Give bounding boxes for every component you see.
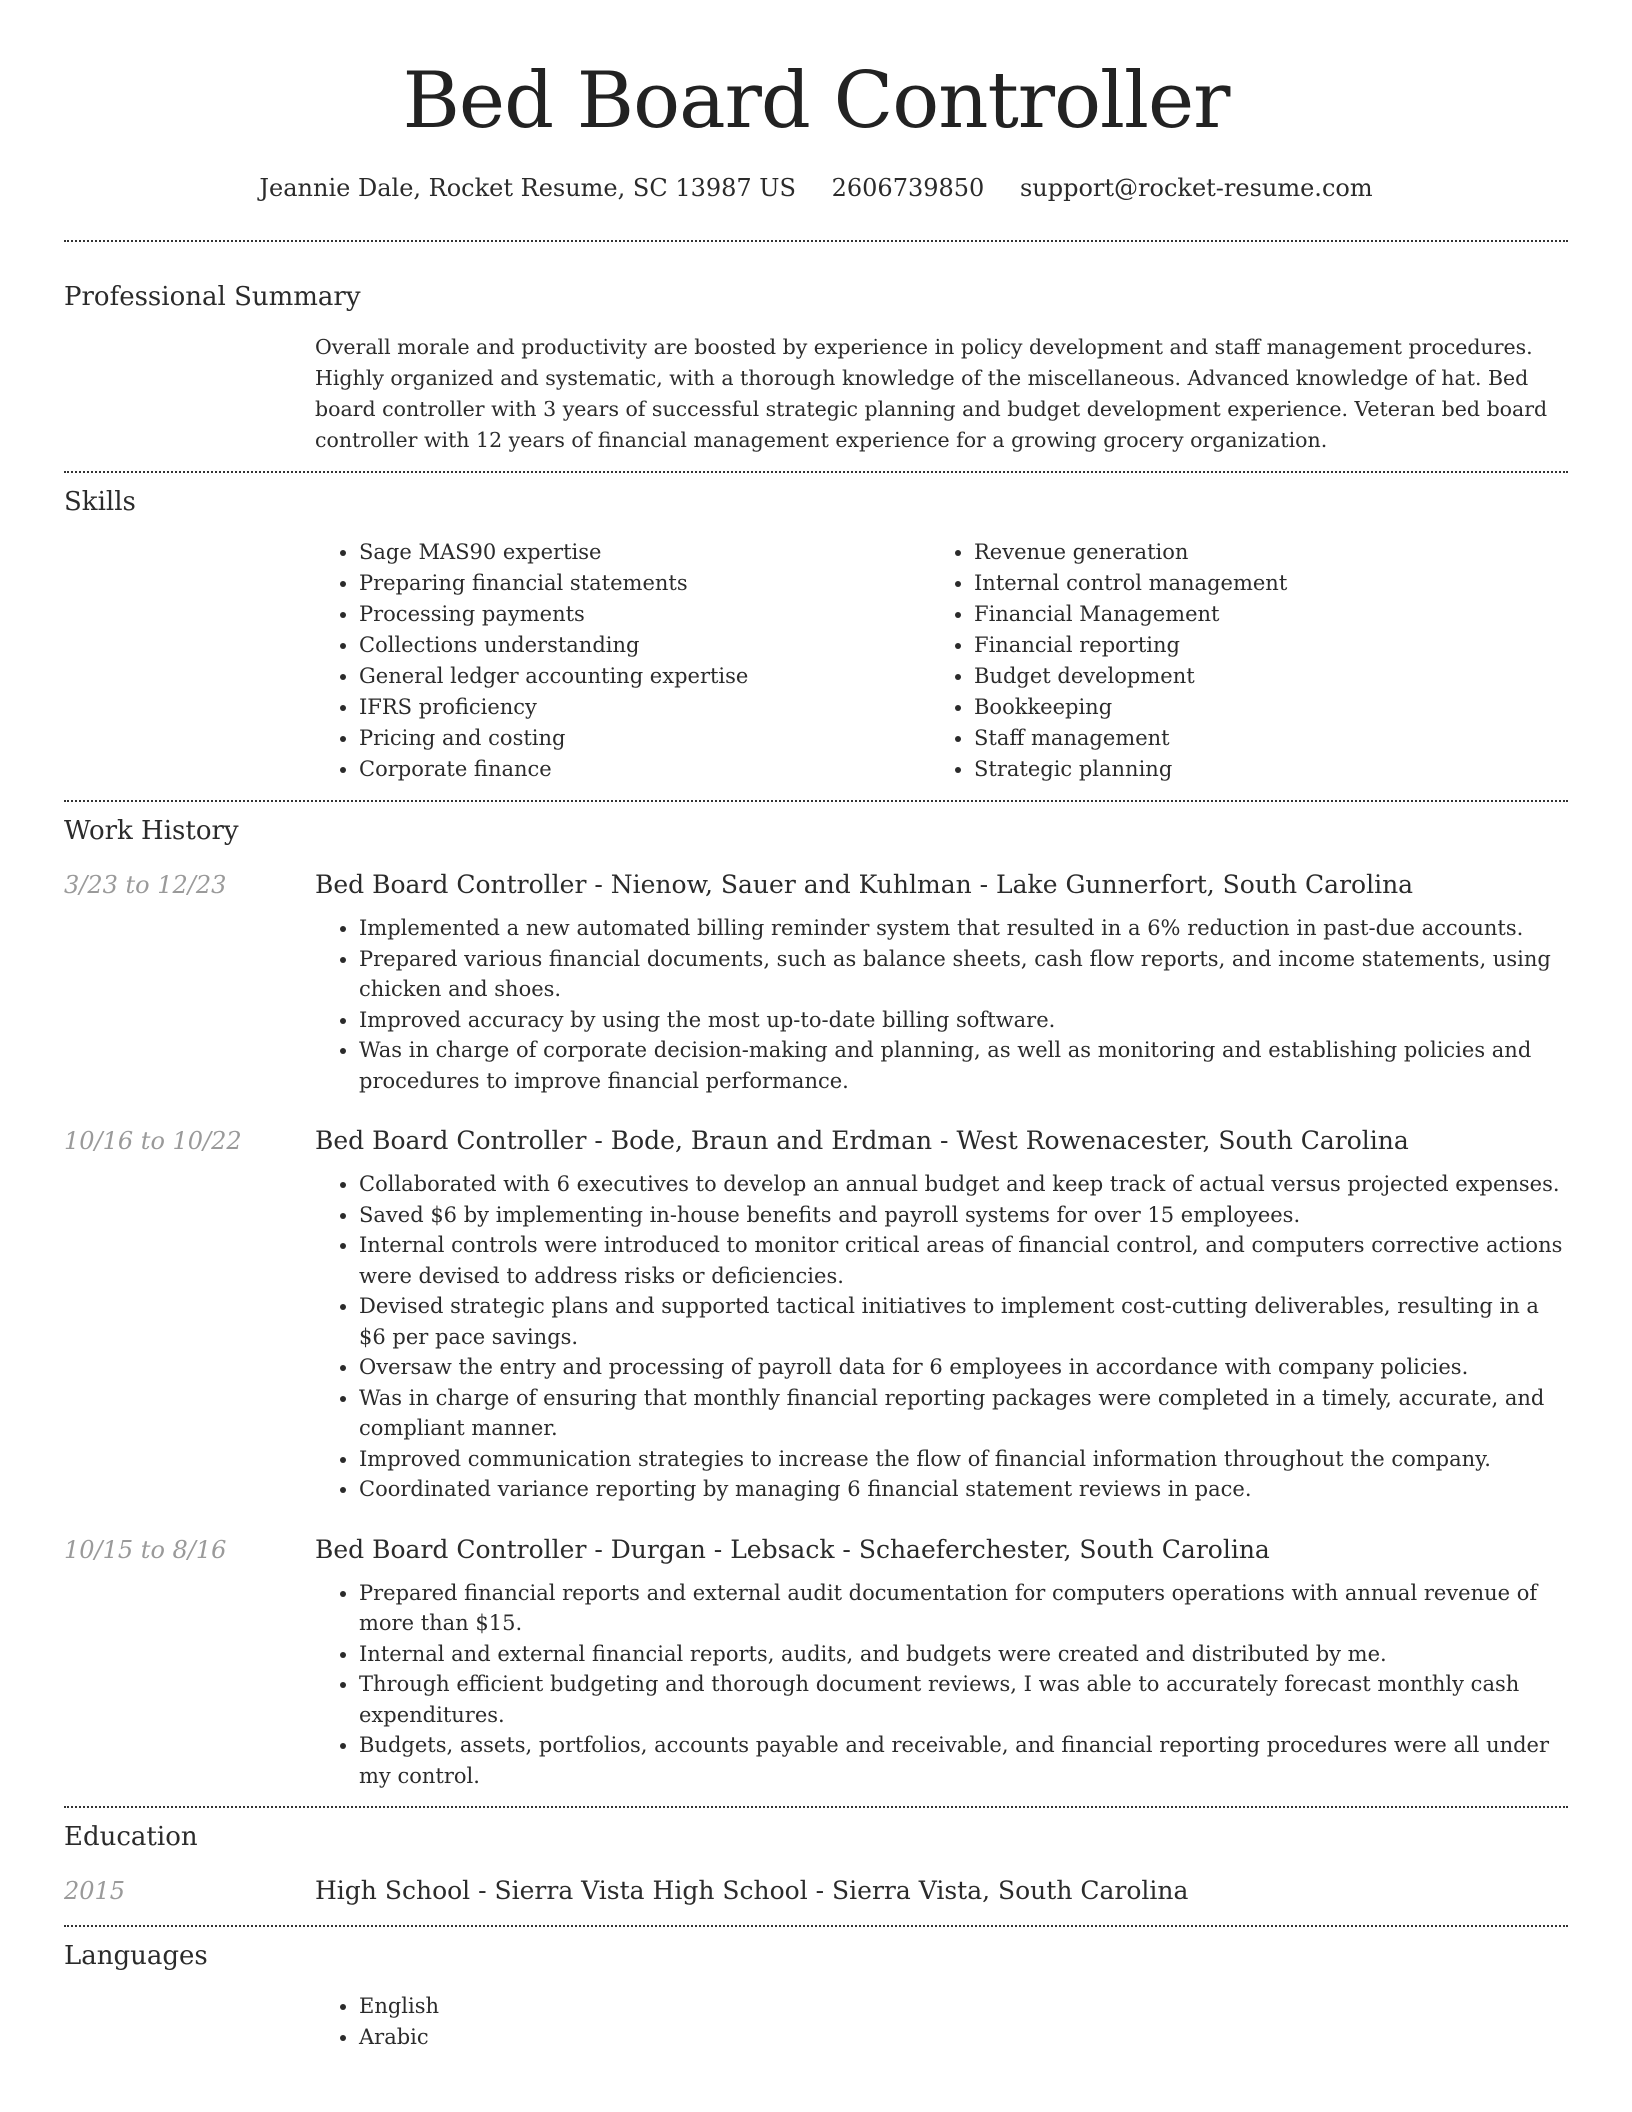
- language-item: • English: [359, 1991, 1568, 2022]
- job-title: Bed Board Controller - Durgan - Lebsack - Schaeferchester, South Carolina: [315, 1534, 1270, 1564]
- job-bullet: • Coordinated variance reporting by managing 6 financial statement reviews in pace.: [359, 1474, 1568, 1505]
- job-bullets: [64, 1578, 1568, 1792]
- contact-line: [64, 174, 1568, 202]
- job-bullet: • Through efficient budgeting and thorough document reviews, I was able to accurately forecast monthly cash expenditures.: [359, 1669, 1568, 1730]
- skill-item: • Budget development: [974, 661, 1287, 692]
- resume-page: [64, 0, 1568, 2052]
- job-bullet: • Prepared financial reports and external audit documentation for computers operations with annual revenue of more than $15.: [359, 1578, 1568, 1639]
- job-bullet: • Improved accuracy by using the most up-to-date billing software.: [359, 1005, 1568, 1036]
- job-dates: 3/23 to 12/23: [64, 871, 227, 899]
- job-bullets: [64, 913, 1568, 1096]
- skills-heading: Skills: [64, 487, 136, 517]
- job-bullet: • Budgets, assets, portfolios, accounts payable and receivable, and financial reporting procedures were all under my control.: [359, 1730, 1568, 1791]
- skill-item: • Preparing financial statements: [359, 568, 974, 599]
- skill-item: • Processing payments: [359, 599, 974, 630]
- work-heading: Work History: [64, 816, 239, 846]
- skill-item: • Financial reporting: [974, 630, 1287, 661]
- skill-item: • Corporate finance: [359, 754, 974, 785]
- job-bullet: • Implemented a new automated billing reminder system that resulted in a 6% reduction in past-due accounts.: [359, 913, 1568, 944]
- languages-list: [64, 1991, 1568, 2052]
- job-bullet: • Improved communication strategies to increase the flow of financial information throughout the company.: [359, 1444, 1568, 1475]
- contact-email: support@rocket-resume.com: [1019, 174, 1373, 202]
- job-bullet: • Was in charge of corporate decision-making and planning, as well as monitoring and establishing policies and procedures to improve financial performance.: [359, 1035, 1568, 1096]
- job-bullet: • Internal controls were introduced to monitor critical areas of financial control, and computers corrective actions were devised to address risks or deficiencies.: [359, 1230, 1568, 1291]
- divider: [64, 1925, 1568, 1927]
- job-bullets: [64, 1169, 1568, 1505]
- skill-item: • Financial Management: [974, 599, 1287, 630]
- skill-item: • Internal control management: [974, 568, 1287, 599]
- skill-item: • Staff management: [974, 723, 1287, 754]
- contact-phone: 2606739850: [831, 174, 985, 202]
- job-dates: 10/15 to 8/16: [64, 1535, 227, 1564]
- divider: [64, 240, 1568, 242]
- education-title: High School - Sierra Vista High School - Sierra Vista, South Carolina: [315, 1876, 1189, 1905]
- job-bullet: • Was in charge of ensuring that monthly financial reporting packages were completed in a timely, accurate, and compliant manner.: [359, 1383, 1568, 1444]
- job-bullet: • Internal and external financial reports, audits, and budgets were created and distributed by me.: [359, 1639, 1568, 1670]
- education-heading: Education: [64, 1822, 198, 1852]
- contact-address: Jeannie Dale, Rocket Resume, SC 13987 US: [259, 174, 796, 202]
- divider: [64, 800, 1568, 802]
- languages-heading: Languages: [64, 1941, 208, 1971]
- education-year: 2015: [64, 1877, 126, 1905]
- skill-item: • Sage MAS90 expertise: [359, 537, 974, 568]
- summary-text: Overall morale and productivity are boosted by experience in policy development and staff management procedures. Highly organized and systematic, with a thorough knowledge of the miscellaneous. Advanced knowledge of hat. Bed board controller with 3 years of successful strategic planning and budget development experience. Veteran bed board controller with 12 years of financial management experience for a growing grocery organization.: [315, 335, 1548, 452]
- job-bullet: • Prepared various financial documents, such as balance sheets, cash flow reports, and income statements, using chicken and shoes.: [359, 944, 1568, 1005]
- job-title: Bed Board Controller - Nienow, Sauer and Kuhlman - Lake Gunnerfort, South Carolina: [315, 870, 1414, 899]
- job-bullet: • Oversaw the entry and processing of payroll data for 6 employees in accordance with company policies.: [359, 1352, 1568, 1383]
- job-entry: [64, 1126, 1568, 1155]
- skill-item: • Revenue generation: [974, 537, 1287, 568]
- divider: [64, 1806, 1568, 1808]
- language-item: • Arabic: [359, 2022, 1568, 2053]
- divider: [64, 471, 1568, 473]
- skill-item: • Bookkeeping: [974, 692, 1287, 723]
- skill-item: • Pricing and costing: [359, 723, 974, 754]
- job-entry: [64, 870, 1568, 899]
- skills-list: [64, 537, 1568, 785]
- job-bullet: • Saved $6 by implementing in-house benefits and payroll systems for over 15 employees.: [359, 1200, 1568, 1231]
- skill-item: • General ledger accounting expertise: [359, 661, 974, 692]
- skills-column-right: [974, 537, 1287, 785]
- skills-column-left: [64, 537, 974, 785]
- summary-heading: Professional Summary: [64, 282, 361, 312]
- education-entry: [64, 1876, 1568, 1905]
- job-dates: 10/16 to 10/22: [64, 1127, 242, 1155]
- job-bullet: • Collaborated with 6 executives to develop an annual budget and keep track of actual versus projected expenses.: [359, 1169, 1568, 1200]
- job-title: Bed Board Controller - Bode, Braun and Erdman - West Rowenacester, South Carolina: [315, 1126, 1409, 1155]
- skill-item: • Strategic planning: [974, 754, 1287, 785]
- job-bullet: • Devised strategic plans and supported tactical initiatives to implement cost-cutting deliverables, resulting in a $6 per pace savings.: [359, 1291, 1568, 1352]
- job-entry: [64, 1535, 1568, 1564]
- skill-item: • Collections understanding: [359, 630, 974, 661]
- resume-title: Bed Board Controller: [402, 56, 1230, 146]
- skill-item: • IFRS proficiency: [359, 692, 974, 723]
